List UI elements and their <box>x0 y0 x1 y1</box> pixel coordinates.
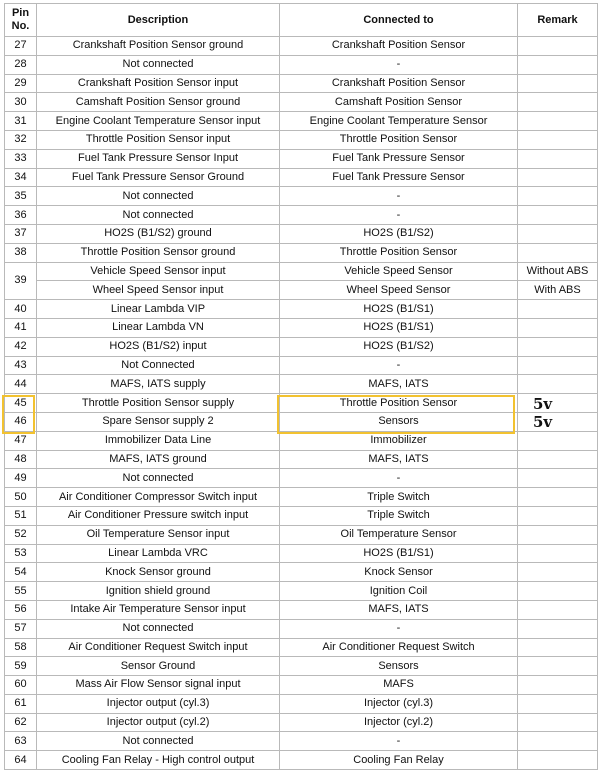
connected-to-cell: MAFS <box>280 676 518 695</box>
pin-table <box>4 3 598 770</box>
description-cell: Throttle Position Sensor supply <box>37 394 280 413</box>
remark-cell <box>518 638 598 657</box>
pin-number-cell: 56 <box>5 600 37 619</box>
header-connected-to: Connected to <box>280 4 518 37</box>
description-cell: Injector output (cyl.3) <box>37 694 280 713</box>
remark-cell <box>518 563 598 582</box>
pin-number-cell: 54 <box>5 563 37 582</box>
description-cell: Linear Lambda VN <box>37 318 280 337</box>
remark-cell <box>518 600 598 619</box>
connected-to-cell: Crankshaft Position Sensor <box>280 74 518 93</box>
connected-to-cell: Camshaft Position Sensor <box>280 93 518 112</box>
description-cell: HO2S (B1/S2) ground <box>37 224 280 243</box>
connected-to-cell: - <box>280 206 518 225</box>
table-row <box>5 563 598 582</box>
connected-to-cell: Triple Switch <box>280 488 518 507</box>
remark-cell <box>518 206 598 225</box>
table-row <box>5 600 598 619</box>
pin-number-cell: 51 <box>5 506 37 525</box>
pin-number-cell: 29 <box>5 74 37 93</box>
description-cell: Engine Coolant Temperature Sensor input <box>37 112 280 131</box>
table-row <box>5 149 598 168</box>
table-header-row <box>5 4 598 37</box>
connected-to-cell: HO2S (B1/S1) <box>280 300 518 319</box>
table-row <box>5 582 598 601</box>
connected-to-cell: - <box>280 732 518 751</box>
table-row <box>5 187 598 206</box>
description-cell: Air Conditioner Pressure switch input <box>37 506 280 525</box>
remark-cell <box>518 168 598 187</box>
description-cell: HO2S (B1/S2) input <box>37 337 280 356</box>
table-row <box>5 55 598 74</box>
pin-number-cell: 59 <box>5 657 37 676</box>
table-body <box>5 37 598 770</box>
connected-to-cell: Injector (cyl.2) <box>280 713 518 732</box>
pin-number-cell: 49 <box>5 469 37 488</box>
pin-number-cell: 38 <box>5 243 37 262</box>
connected-to-cell: - <box>280 55 518 74</box>
connected-to-cell: HO2S (B1/S2) <box>280 337 518 356</box>
remark-cell <box>518 356 598 375</box>
pin-number-cell: 45 <box>5 394 37 413</box>
remark-cell <box>518 469 598 488</box>
remark-cell <box>518 412 598 431</box>
description-cell: Oil Temperature Sensor input <box>37 525 280 544</box>
table-row <box>5 713 598 732</box>
note-5v-pin-45: 5v <box>533 395 553 413</box>
remark-cell <box>518 694 598 713</box>
connected-to-cell: Cooling Fan Relay <box>280 751 518 770</box>
description-cell: Not connected <box>37 619 280 638</box>
connected-to-cell: HO2S (B1/S1) <box>280 318 518 337</box>
remark-cell <box>518 224 598 243</box>
table-row <box>5 676 598 695</box>
remark-cell <box>518 751 598 770</box>
header-remark: Remark <box>518 4 598 37</box>
table-row <box>5 619 598 638</box>
remark-cell <box>518 394 598 413</box>
description-cell: Camshaft Position Sensor ground <box>37 93 280 112</box>
table-row <box>5 130 598 149</box>
pin-number-cell: 64 <box>5 751 37 770</box>
pin-number-cell: 33 <box>5 149 37 168</box>
table-row <box>5 318 598 337</box>
description-cell: Crankshaft Position Sensor input <box>37 74 280 93</box>
table-row <box>5 657 598 676</box>
connected-to-cell: Throttle Position Sensor <box>280 243 518 262</box>
remark-cell <box>518 525 598 544</box>
pin-number-cell: 36 <box>5 206 37 225</box>
connected-to-cell: Vehicle Speed Sensor <box>280 262 518 281</box>
table-row <box>5 732 598 751</box>
table-row <box>5 93 598 112</box>
connected-to-cell: Throttle Position Sensor <box>280 394 518 413</box>
remark-cell <box>518 676 598 695</box>
connected-to-cell: HO2S (B1/S2) <box>280 224 518 243</box>
pin-number-cell: 55 <box>5 582 37 601</box>
remark-cell <box>518 93 598 112</box>
table-row <box>5 300 598 319</box>
table-row <box>5 751 598 770</box>
pin-number-cell: 44 <box>5 375 37 394</box>
description-cell: Air Conditioner Request Switch input <box>37 638 280 657</box>
table-row <box>5 450 598 469</box>
remark-cell <box>518 450 598 469</box>
remark-cell <box>518 112 598 131</box>
description-cell: Throttle Position Sensor input <box>37 130 280 149</box>
description-cell: Fuel Tank Pressure Sensor Ground <box>37 168 280 187</box>
pin-number-cell: 58 <box>5 638 37 657</box>
pin-number-cell: 37 <box>5 224 37 243</box>
connected-to-cell: Sensors <box>280 657 518 676</box>
pin-number-cell: 27 <box>5 37 37 56</box>
remark-cell <box>518 713 598 732</box>
connected-to-cell: - <box>280 187 518 206</box>
table-row <box>5 412 598 431</box>
pin-number-cell: 46 <box>5 412 37 431</box>
description-cell: Injector output (cyl.2) <box>37 713 280 732</box>
pin-number-cell: 32 <box>5 130 37 149</box>
description-cell: Intake Air Temperature Sensor input <box>37 600 280 619</box>
remark-cell <box>518 149 598 168</box>
remark-cell <box>518 582 598 601</box>
table-row <box>5 431 598 450</box>
connected-to-cell: Throttle Position Sensor <box>280 130 518 149</box>
table-row <box>5 224 598 243</box>
table-row <box>5 37 598 56</box>
remark-cell <box>518 488 598 507</box>
pin-number-cell: 28 <box>5 55 37 74</box>
connected-to-cell: Injector (cyl.3) <box>280 694 518 713</box>
connected-to-cell: Fuel Tank Pressure Sensor <box>280 168 518 187</box>
table-row <box>5 74 598 93</box>
remark-cell <box>518 318 598 337</box>
description-cell: Immobilizer Data Line <box>37 431 280 450</box>
table-row <box>5 525 598 544</box>
pin-number-cell: 63 <box>5 732 37 751</box>
table-row <box>5 394 598 413</box>
description-cell: Throttle Position Sensor ground <box>37 243 280 262</box>
connected-to-cell: Oil Temperature Sensor <box>280 525 518 544</box>
description-cell: Air Conditioner Compressor Switch input <box>37 488 280 507</box>
pin-number-cell: 47 <box>5 431 37 450</box>
description-cell: Fuel Tank Pressure Sensor Input <box>37 149 280 168</box>
remark-cell <box>518 337 598 356</box>
remark-cell <box>518 375 598 394</box>
connected-to-cell: MAFS, IATS <box>280 600 518 619</box>
pin-number-cell: 40 <box>5 300 37 319</box>
table-row <box>5 375 598 394</box>
remark-cell <box>518 732 598 751</box>
description-cell: MAFS, IATS supply <box>37 375 280 394</box>
connected-to-cell: Sensors <box>280 412 518 431</box>
pin-number-cell: 34 <box>5 168 37 187</box>
connected-to-cell: Fuel Tank Pressure Sensor <box>280 149 518 168</box>
pin-number-cell: 30 <box>5 93 37 112</box>
connected-to-cell: Knock Sensor <box>280 563 518 582</box>
remark-cell <box>518 300 598 319</box>
pin-number-cell: 53 <box>5 544 37 563</box>
table-row <box>5 262 598 281</box>
note-5v-pin-46: 5v <box>533 413 553 431</box>
description-cell: Wheel Speed Sensor input <box>37 281 280 300</box>
description-cell: Not connected <box>37 55 280 74</box>
description-cell: Mass Air Flow Sensor signal input <box>37 676 280 695</box>
pin-number-cell: 52 <box>5 525 37 544</box>
connected-to-cell: Crankshaft Position Sensor <box>280 37 518 56</box>
header-pin-no: Pin No. <box>5 4 37 37</box>
pin-number-cell: 61 <box>5 694 37 713</box>
description-cell: Not Connected <box>37 356 280 375</box>
remark-cell <box>518 619 598 638</box>
description-cell: Linear Lambda VIP <box>37 300 280 319</box>
connected-to-cell: Engine Coolant Temperature Sensor <box>280 112 518 131</box>
description-cell: Not connected <box>37 469 280 488</box>
remark-cell <box>518 74 598 93</box>
remark-cell <box>518 506 598 525</box>
description-cell: Cooling Fan Relay - High control output <box>37 751 280 770</box>
table-row <box>5 206 598 225</box>
connected-to-cell: - <box>280 356 518 375</box>
remark-cell <box>518 37 598 56</box>
description-cell: Not connected <box>37 187 280 206</box>
remark-cell: Without ABS <box>518 262 598 281</box>
description-cell: Not connected <box>37 206 280 225</box>
description-cell: Vehicle Speed Sensor input <box>37 262 280 281</box>
remark-cell <box>518 55 598 74</box>
header-description: Description <box>37 4 280 37</box>
table-row <box>5 544 598 563</box>
table-row <box>5 112 598 131</box>
pin-number-cell: 43 <box>5 356 37 375</box>
remark-cell: With ABS <box>518 281 598 300</box>
remark-cell <box>518 243 598 262</box>
description-cell: Sensor Ground <box>37 657 280 676</box>
description-cell: Knock Sensor ground <box>37 563 280 582</box>
table-row <box>5 356 598 375</box>
description-cell: MAFS, IATS ground <box>37 450 280 469</box>
remark-cell <box>518 657 598 676</box>
table-row <box>5 694 598 713</box>
pin-number-cell: 60 <box>5 676 37 695</box>
remark-cell <box>518 130 598 149</box>
pin-number-cell: 62 <box>5 713 37 732</box>
connected-to-cell: HO2S (B1/S1) <box>280 544 518 563</box>
description-cell: Crankshaft Position Sensor ground <box>37 37 280 56</box>
pin-number-cell: 39 <box>5 262 37 300</box>
connected-to-cell: Immobilizer <box>280 431 518 450</box>
description-cell: Spare Sensor supply 2 <box>37 412 280 431</box>
description-cell: Not connected <box>37 732 280 751</box>
pin-number-cell: 48 <box>5 450 37 469</box>
table-row <box>5 243 598 262</box>
table-row <box>5 488 598 507</box>
description-cell: Linear Lambda VRC <box>37 544 280 563</box>
connected-to-cell: Wheel Speed Sensor <box>280 281 518 300</box>
connected-to-cell: - <box>280 619 518 638</box>
remark-cell <box>518 431 598 450</box>
connected-to-cell: MAFS, IATS <box>280 375 518 394</box>
table-row <box>5 469 598 488</box>
table-row <box>5 281 598 300</box>
remark-cell <box>518 544 598 563</box>
remark-cell <box>518 187 598 206</box>
pin-number-cell: 41 <box>5 318 37 337</box>
connected-to-cell: Triple Switch <box>280 506 518 525</box>
pin-number-cell: 42 <box>5 337 37 356</box>
table-row <box>5 337 598 356</box>
pin-number-cell: 50 <box>5 488 37 507</box>
pin-number-cell: 57 <box>5 619 37 638</box>
connected-to-cell: Air Conditioner Request Switch <box>280 638 518 657</box>
description-cell: Ignition shield ground <box>37 582 280 601</box>
connected-to-cell: MAFS, IATS <box>280 450 518 469</box>
table-row <box>5 638 598 657</box>
pin-number-cell: 31 <box>5 112 37 131</box>
table-row <box>5 506 598 525</box>
table-row <box>5 168 598 187</box>
pin-number-cell: 35 <box>5 187 37 206</box>
connected-to-cell: - <box>280 469 518 488</box>
connected-to-cell: Ignition Coil <box>280 582 518 601</box>
